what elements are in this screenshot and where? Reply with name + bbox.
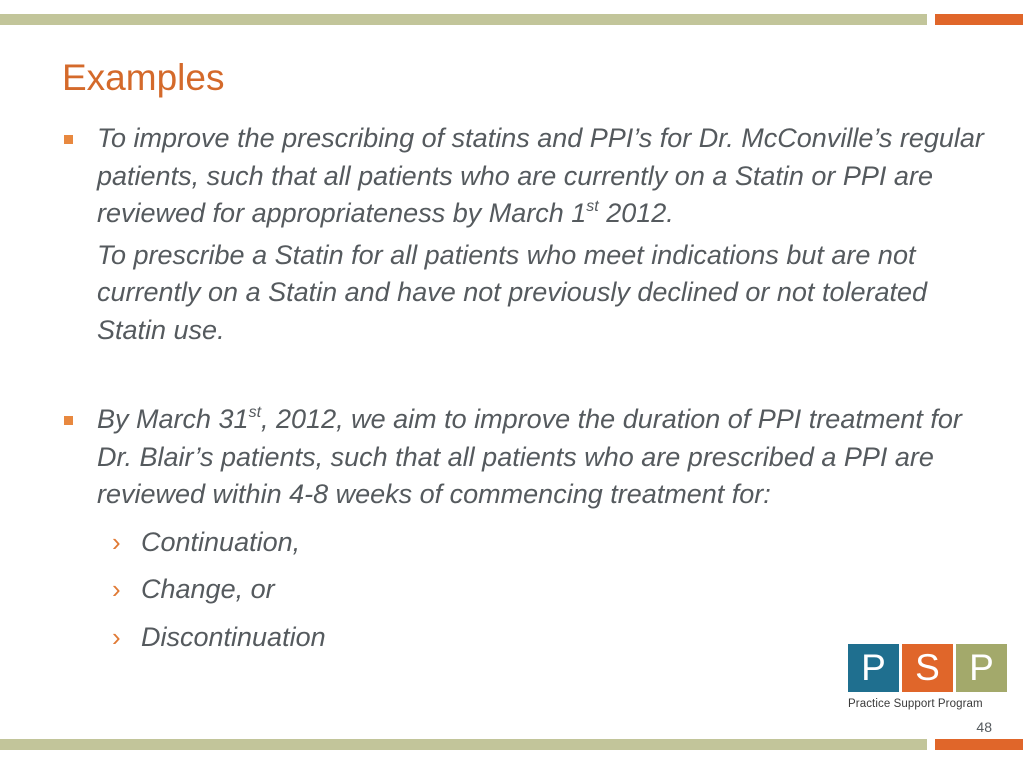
logo-boxes: [848, 644, 1011, 692]
bullet-1-text-b: 2012.: [598, 198, 674, 228]
bullet-1-superscript: st: [586, 198, 599, 215]
chevron-right-icon: ›: [112, 621, 121, 652]
bottom-olive-bar: [0, 739, 927, 750]
square-bullet-icon: [64, 135, 73, 144]
logo-letter-p2: P: [956, 644, 1007, 692]
bullet-2-text-b: , 2012, we aim to improve the duration of PPI treatment for Dr. Blair’s patients, such that all patients who are prescribed a PPI are reviewed within 4-8 weeks of commencing treatment for:: [97, 404, 962, 509]
sub-item-label: Discontinuation: [141, 621, 326, 652]
page-number: 48: [976, 719, 992, 735]
sub-item-change: [62, 571, 992, 609]
sub-item-continuation: [62, 524, 992, 562]
spacer: [62, 349, 992, 401]
chevron-right-icon: ›: [112, 526, 121, 557]
top-orange-bar: [935, 14, 1023, 25]
bullet-1-text: [97, 120, 992, 233]
square-bullet-icon: [64, 416, 73, 425]
bullet-item-2: [62, 401, 992, 514]
top-olive-bar: [0, 14, 927, 25]
logo-letter-s: S: [902, 644, 953, 692]
logo-letter-p1: P: [848, 644, 899, 692]
slide-title: Examples: [62, 57, 225, 98]
logo-caption: Practice Support Program: [848, 698, 983, 710]
sub-item-label: Continuation,: [141, 526, 301, 557]
bullet-2-text-a: By March 31: [97, 404, 249, 434]
bullet-2-superscript: st: [248, 404, 262, 421]
sub-item-label: Change, or: [141, 574, 275, 604]
bullet-1-continuation: To prescribe a Statin for all patients who meet indications but are not currently on a Statin and have not previously declined or not tolerated Statin use.: [97, 239, 928, 345]
bullet-2-text: [97, 401, 992, 514]
chevron-right-icon: ›: [112, 574, 121, 604]
slide-content: [62, 120, 992, 656]
psp-logo: [848, 644, 1011, 710]
bullet-item-1: [62, 120, 992, 233]
bottom-orange-bar: [935, 739, 1023, 750]
bullet-1-text-a: To improve the prescribing of statins and PPI’s for Dr. McConville’s regular patients, such that all patients who are currently on a Statin or PPI are reviewed for appropriateness by March 1: [97, 123, 984, 228]
